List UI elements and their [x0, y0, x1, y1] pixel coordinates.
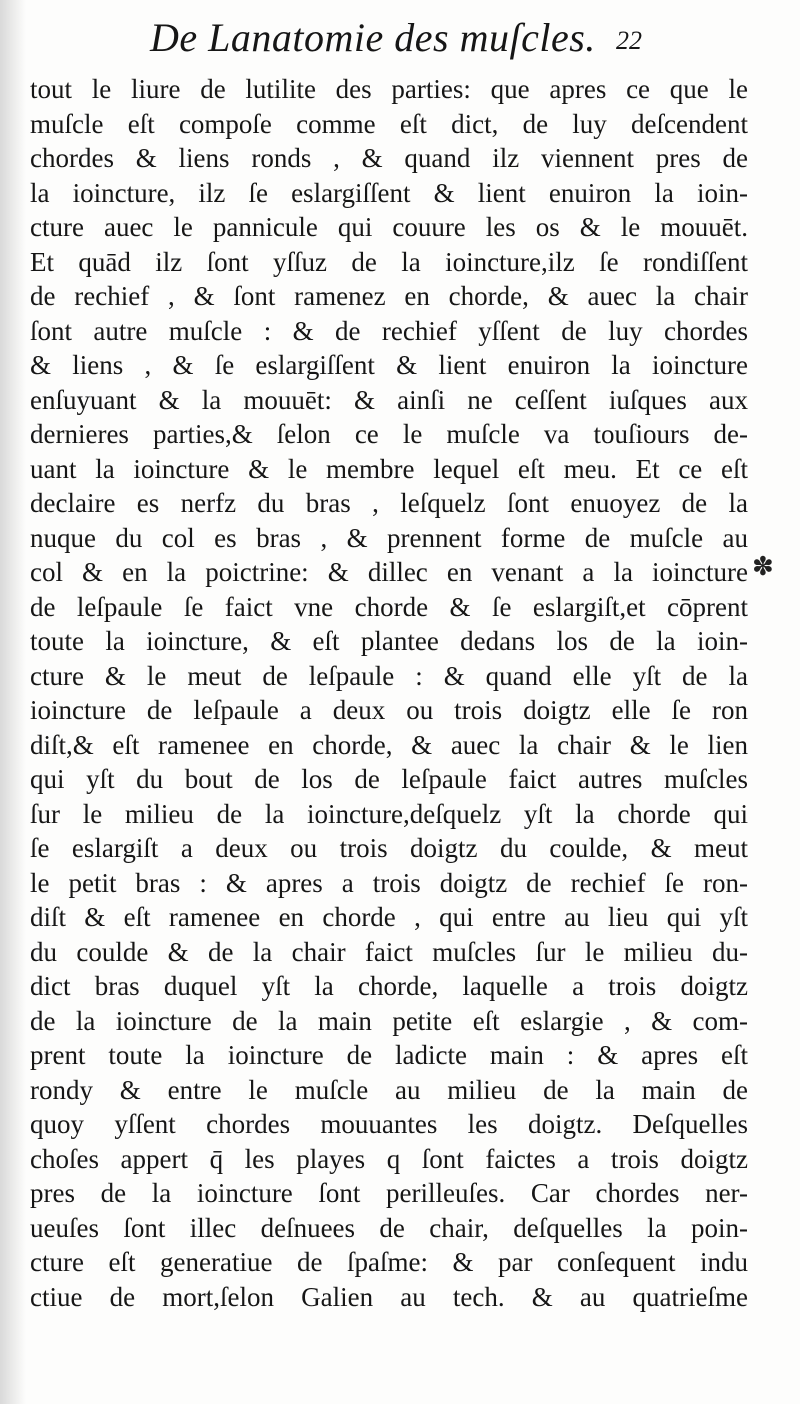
text-line: Et quād ilz ſont yſſuz de la ioincture,ilz ſe rondiſſent: [30, 246, 748, 277]
text-line: diſt,& eſt ramenee en chorde, & auec la chair & le lien: [30, 729, 748, 760]
text-line: muſcle eſt compoſe comme eſt dict, de luy deſcendent: [30, 108, 748, 139]
text-line: ioincture de leſpaule a deux ou trois doigtz elle ſe ron: [30, 695, 748, 725]
text-line: cture & le meut de leſpaule : & quand elle yſt de la: [30, 660, 748, 691]
text-line: choſes appert q̄ les playes q ſont faictes a trois doigtz: [30, 1143, 748, 1174]
text-line: chordes & liens ronds , & quand ilz viennent pres de: [30, 143, 748, 173]
text-line: & liens , & ſe eslargiſſent & lient enuiron la ioincture: [30, 350, 748, 380]
text-line: dernieres parties,& ſelon ce le muſcle va touſiours de-: [30, 419, 748, 449]
text-line: nuque du col es bras , & prennent forme de muſcle au: [30, 522, 748, 553]
text-line: ſe eslargiſt a deux ou trois doigtz du coulde, & meut: [30, 833, 748, 863]
text-line: ueuſes ſont illec deſnuees de chair, deſquelles la poin-: [30, 1212, 748, 1243]
text-line: ſur le milieu de la ioincture,deſquelz yſt la chorde qui: [30, 798, 748, 829]
text-line: dict bras duquel yſt la chorde, laquelle a trois doigtz: [30, 971, 748, 1001]
page-number: 22: [616, 26, 642, 55]
gutter-shadow: [0, 0, 26, 1404]
text-line: toute la ioincture, & eſt plantee dedans los de la ioin-: [30, 626, 748, 656]
marginal-asterisk-icon: ✽: [752, 552, 774, 582]
text-line: de la ioincture de la main petite eſt eslargie , & com-: [30, 1005, 748, 1036]
text-line: col & en la poictrine: & dillec en venant a la ioincture: [30, 557, 748, 587]
text-line: quoy yſſent chordes mouuantes les doigtz. Deſquelles: [30, 1109, 748, 1139]
body-text: [30, 72, 748, 1314]
text-line: pres de la ioincture ſont perilleuſes. Car chordes ner-: [30, 1178, 748, 1208]
text-line: rondy & entre le muſcle au milieu de la main de: [30, 1074, 748, 1105]
text-line: cture eſt generatiue de ſpaſme: & par conſequent indu: [30, 1247, 748, 1277]
text-line: tout le liure de lutilite des parties: que apres ce que le: [30, 74, 748, 104]
text-line: de rechief , & ſont ramenez en chorde, & auec la chair: [30, 281, 748, 311]
text-line: le petit bras : & apres a trois doigtz de rechief ſe ron-: [30, 867, 748, 898]
text-line: prent toute la ioincture de ladicte main : & apres eſt: [30, 1040, 748, 1070]
text-line: cture auec le pannicule qui couure les os & le mouuēt.: [30, 212, 748, 242]
text-line: ctiue de mort,ſelon Galien au tech. & au quatrieſme: [30, 1281, 748, 1312]
running-title: De Lanatomie des muſcles.: [150, 15, 596, 60]
text-line: du coulde & de la chair faict muſcles ſur le milieu du-: [30, 936, 748, 967]
text-line: uant la ioincture & le membre lequel eſt meu. Et ce eſt: [30, 453, 748, 484]
text-line: diſt & eſt ramenee en chorde , qui entre au lieu qui yſt: [30, 902, 748, 932]
text-line: la ioincture, ilz ſe eslargiſſent & lient enuiron la ioin-: [30, 177, 748, 208]
text-line: declaire es nerfz du bras , leſquelz ſont enuoyez de la: [30, 488, 748, 518]
text-line: enſuyuant & la mouuēt: & ainſi ne ceſſent iuſques aux: [30, 384, 748, 415]
text-line: de leſpaule ſe faict vne chorde & ſe eslargiſt,et cōprent: [30, 591, 748, 622]
text-line: ſont autre muſcle : & de rechief yſſent de luy chordes: [30, 315, 748, 346]
text-line: qui yſt du bout de los de leſpaule faict autres muſcles: [30, 764, 748, 794]
